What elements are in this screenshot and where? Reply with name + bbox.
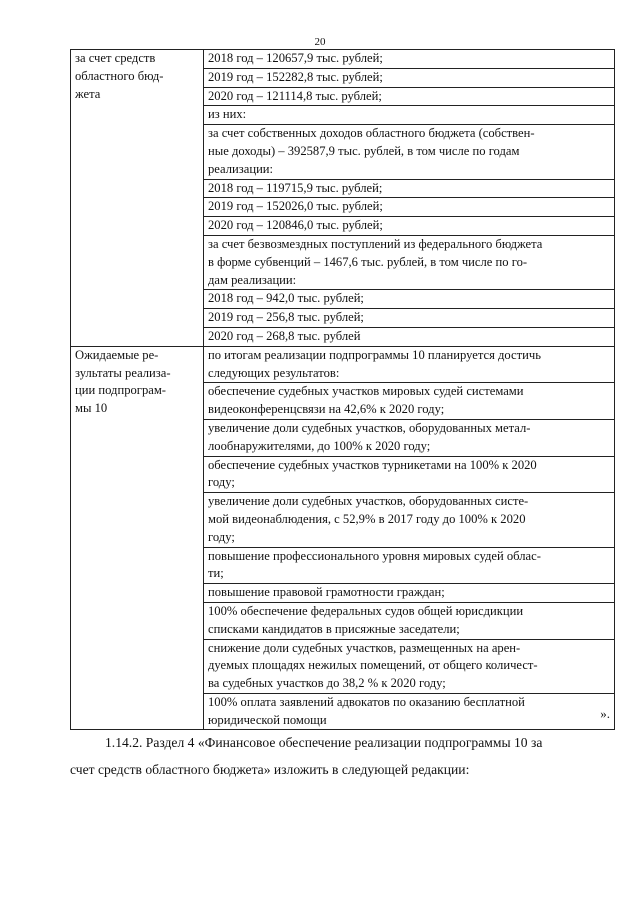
row-label-line: ции подпрограм- — [75, 383, 166, 398]
funding-line: дам реализации: — [208, 272, 297, 287]
result-line: увеличение доли судебных участков, оборудованных систе- — [204, 492, 614, 511]
result-line: 100% оплата заявлений адвокатов по оказанию бесплатной — [204, 693, 614, 712]
row-label-cell — [71, 50, 204, 347]
result-line: юридической помощи — [208, 712, 327, 727]
funding-line: из них: — [204, 105, 614, 124]
result-line: обеспечение судебных участков турникетами на 100% к 2020 — [204, 456, 614, 475]
funding-line: 2020 год – 120846,0 тыс. рублей; — [204, 216, 614, 235]
funding-line: реализации: — [208, 161, 274, 176]
paragraph-line: 1.14.2. Раздел 4 «Финансовое обеспечение реализации подпрограммы 10 за — [105, 735, 543, 750]
result-line: по итогам реализации подпрограммы 10 планируется достичь — [208, 347, 541, 362]
paragraph-line: счет средств областного бюджета» изложить в следующей редакции: — [70, 762, 470, 777]
result-line: году; — [208, 529, 235, 544]
result-line: ти; — [208, 566, 224, 581]
result-line: следующих результатов: — [208, 365, 340, 380]
row-label-line: областного бюд- — [75, 68, 164, 83]
result-line: списками кандидатов в присяжные заседатели; — [208, 621, 460, 636]
funding-line: за счет безвозмездных поступлений из федерального бюджета — [204, 235, 614, 254]
funding-line: за счет собственных доходов областного бюджета (собствен- — [204, 124, 614, 143]
result-line: дуемых площадях нежилых помещений, от общего количест- — [208, 658, 538, 673]
result-line: видеоконференцсвязи на 42,6% к 2020 году; — [208, 402, 445, 417]
funding-line: 2019 год – 152026,0 тыс. рублей; — [204, 197, 614, 216]
subprogram-passport-table — [70, 49, 615, 730]
funding-line: 2018 год – 120657,9 тыс. рублей; — [208, 51, 383, 65]
result-line: ва судебных участков до 38,2 % к 2020 году; — [208, 676, 446, 691]
row-content-cell — [204, 346, 615, 730]
funding-line: 2020 год – 121114,8 тыс. рублей; — [204, 87, 614, 106]
table-row — [71, 346, 615, 730]
result-line: обеспечение судебных участков мировых судей системами — [204, 382, 614, 401]
table-row — [71, 50, 615, 347]
row-label-line: Ожидаемые ре- — [75, 347, 159, 362]
amendment-paragraph — [70, 729, 615, 783]
row-content-cell — [204, 50, 615, 347]
result-line: увеличение доли судебных участков, оборудованных метал- — [204, 419, 614, 438]
funding-line: 2019 год – 256,8 тыс. рублей; — [204, 308, 614, 327]
row-label-cell — [71, 346, 204, 730]
funding-line: 2018 год – 119715,9 тыс. рублей; — [204, 179, 614, 198]
result-line: году; — [208, 475, 235, 490]
page-number: 20 — [314, 36, 326, 48]
funding-line: 2018 год – 942,0 тыс. рублей; — [204, 289, 614, 308]
result-line: 100% обеспечение федеральных судов общей юрисдикции — [204, 602, 614, 621]
row-label-line: жета — [75, 86, 101, 101]
result-line: снижение доли судебных участков, размещенных на арен- — [204, 639, 614, 658]
result-line: повышение профессионального уровня мировых судей облас- — [204, 547, 614, 566]
result-line: повышение правовой грамотности граждан; — [204, 583, 614, 602]
closing-quote-mark: ». — [600, 706, 610, 721]
funding-line: ные доходы) – 392587,9 тыс. рублей, в том числе по годам — [208, 143, 520, 158]
result-line: мой видеонаблюдения, с 52,9% в 2017 году до 100% к 2020 — [208, 511, 526, 526]
funding-line: в форме субвенций – 1467,6 тыс. рублей, в том числе по го- — [208, 254, 528, 269]
funding-line: 2019 год – 152282,8 тыс. рублей; — [204, 68, 614, 87]
funding-line: 2020 год – 268,8 тыс. рублей — [204, 327, 614, 346]
row-label-line: зультаты реализа- — [75, 365, 171, 380]
row-label-line: мы 10 — [75, 401, 108, 416]
result-line: лообнаружителями, до 100% к 2020 году; — [208, 438, 431, 453]
row-label-line: за счет средств — [75, 51, 156, 65]
